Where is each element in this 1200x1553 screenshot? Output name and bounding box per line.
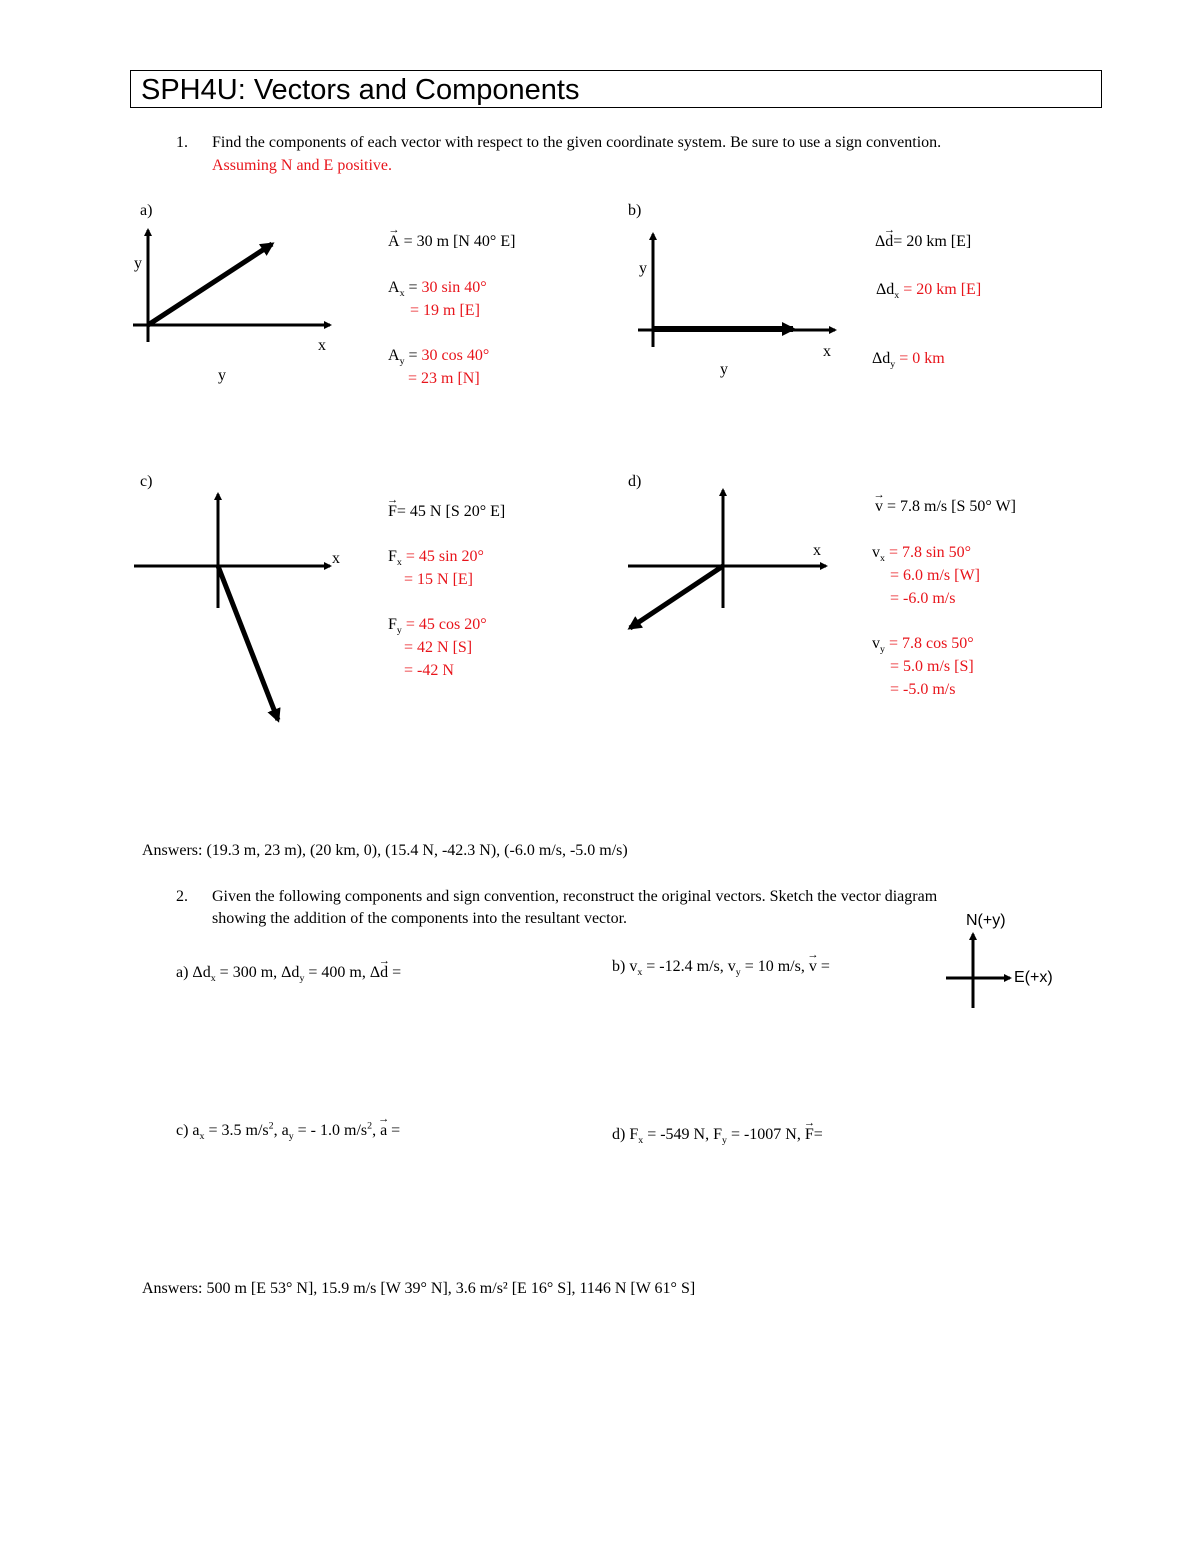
vector-v-symbol: → v [875,498,883,516]
q1-text: Find the components of each vector with respect to the given coordinate system. Be sure to use a sign convention. [212,134,942,151]
part-c-given: → F= 45 N [S 20° E] [388,503,505,521]
q1-answers: Answers: (19.3 m, 23 m), (20 km, 0), (15.4 N, -42.3 N), (-6.0 m/s, -5.0 m/s) [142,842,628,859]
q1-note: Assuming N and E positive. [212,157,392,174]
page-title: SPH4U: Vectors and Components [141,74,580,106]
part-a-x-line1: $A_x = 30$ sin 40° [388,279,487,300]
part-a-x-line2: = 19 m [E] [410,302,480,319]
part-b-x-line: $\Delta d_x = 20$ km [E] [876,281,982,302]
part-d-label: d) [628,473,642,490]
q2-number: 2. [176,888,188,905]
diagram-b [638,234,835,347]
q2-part-c: c) $a_x = 3.5$ $m/s^2$, $a_y$ = - 1.0 $m/s^2$, → a = [176,1122,400,1140]
part-d-y-line2: = 5.0 m/s [S] [890,658,974,675]
part-a-axis-x: x [318,337,326,354]
vector-v-symbol-2: → v [809,958,817,976]
diagram-d-vector [630,566,723,628]
part-c-y-line3: = -42 N [404,662,454,679]
vector-d-symbol-2: → d [380,964,388,982]
q2-part-b: b) $v_x = -12.4$ m/s, $v_y = 10$ m/s, → v = [612,958,830,976]
part-b-given: Δ→ d= 20 km [E] [875,233,971,251]
part-d-y-line1: $v_y = 7.8$ cos 50° [872,635,974,656]
part-a-y-line2: = 23 m [N] [408,370,480,387]
part-b-axis-x: x [823,343,831,360]
part-b-below-label: y [720,361,728,378]
part-a-below-label: y [218,367,226,384]
part-d-x-line2: = 6.0 m/s [W] [890,567,980,584]
part-d-x-line3: = -6.0 m/s [890,590,956,607]
diagram-c [134,494,330,720]
q2-text-line1: Given the following components and sign convention, reconstruct the original vectors. Sketch the vector diagram [212,888,938,905]
diagram-d [628,490,826,628]
part-c-x-line2: = 15 N [E] [404,571,474,588]
part-c-label: c) [140,473,153,490]
q2-text-line2: showing the addition of the components into the resultant vector. [212,910,628,927]
part-b-axis-y: y [639,260,647,277]
part-c-y-line2: = 42 N [S] [404,639,473,656]
part-d-y-line3: = -5.0 m/s [890,681,956,698]
part-a-y-line1: $A_y = 30$ cos 40° [388,347,490,368]
compass-east-label: E(+x) [1014,969,1053,986]
part-b-label: b) [628,202,642,219]
vector-a-symbol-2: → a [380,1122,387,1140]
part-b-y-line: $\Delta d_y = 0$ km [872,350,945,371]
part-c-y-line1: $F_y = 45$ cos 20° [388,616,487,637]
diagram-a-vector [148,244,272,325]
part-d-x-line1: $v_x = 7.8$ sin 50° [872,544,972,565]
part-c-x-line1: $F_x = 45$ sin 20° [388,548,484,569]
q1-number: 1. [176,134,188,151]
diagram-a [133,230,330,342]
part-a-given: → A = 30 m [N 40° E] [388,233,515,251]
vector-a-symbol: → A [388,233,400,251]
part-d-given: → v = 7.8 m/s [S 50° W] [875,498,1016,516]
q2-answers: Answers: 500 m [E 53° N], 15.9 m/s [W 39° N], 3.6 m/s² [E 16° S], 1146 N [W 61° S] [142,1280,696,1297]
vector-f-symbol: → F [388,503,397,521]
vector-f-symbol-2: → F [805,1126,814,1144]
vector-d-symbol: → d [885,233,893,251]
part-a-axis-y: y [134,255,142,272]
compass-north-label: N(+y) [966,912,1006,929]
part-a-label: a) [140,202,153,219]
compass-diagram [946,934,1010,1008]
q2-part-d: d) $F_x = -549$ N, $F_y = -1007$ N, → F= [612,1126,823,1144]
part-c-axis-x: x [332,550,340,567]
diagram-c-vector [218,566,278,720]
q2-part-a: a) $\Delta d_x = 300$ m, $\Delta d_y = 400$ m, Δ→ d = [176,964,401,982]
part-d-axis-x: x [813,542,821,559]
